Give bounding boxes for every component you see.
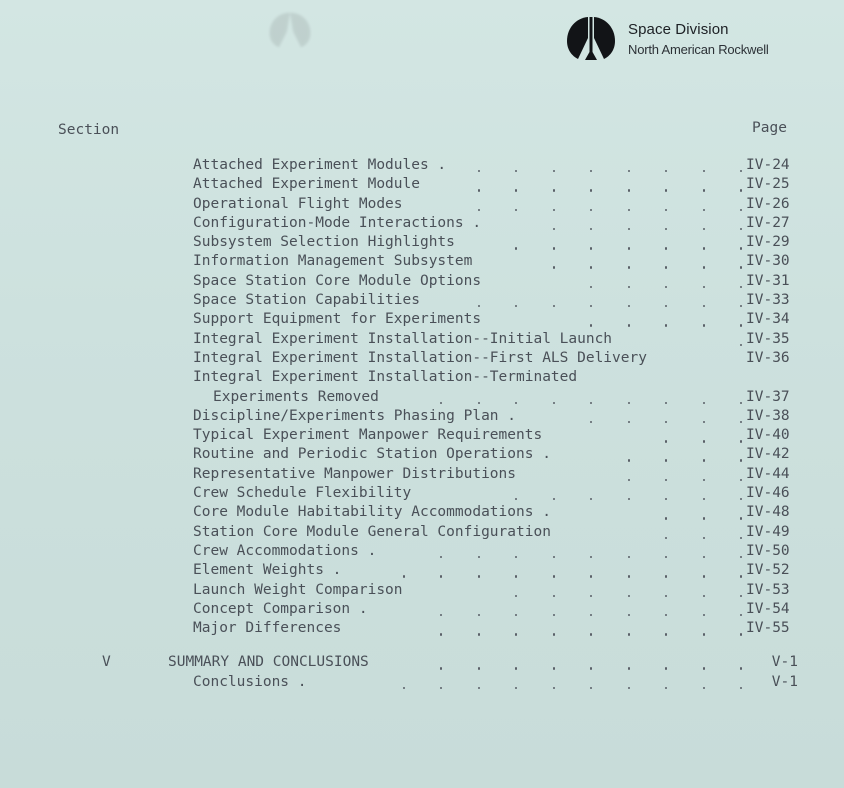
leader-dot — [553, 575, 555, 577]
leader-dots — [0, 195, 844, 214]
rockwell-logo-icon — [563, 14, 619, 62]
leader-dot — [515, 305, 517, 307]
leader-dot — [628, 286, 630, 288]
leader-dot — [590, 305, 592, 307]
leader-dot — [740, 595, 742, 597]
leader-dot — [703, 247, 705, 249]
toc-entry-title: Information Management Subsystem — [193, 253, 473, 270]
leader-dot — [740, 517, 742, 519]
brand-subtitle: North American Rockwell — [628, 42, 769, 57]
leader-dot — [665, 421, 667, 423]
leader-dot — [740, 209, 742, 211]
chapter-title: SUMMARY AND CONCLUSIONS — [168, 654, 369, 671]
toc-entry-page: V-1 — [771, 673, 798, 690]
leader-dot — [628, 595, 630, 597]
toc-entry-page: IV-29 — [746, 234, 790, 251]
leader-dot — [740, 687, 742, 689]
leader-dot — [590, 286, 592, 288]
leader-dot — [590, 170, 592, 172]
toc-entry-title: Integral Experiment Installation--Terminated — [193, 369, 578, 386]
leader-dot — [740, 344, 742, 346]
leader-dot — [665, 614, 667, 616]
toc-entry[interactable] — [0, 368, 844, 387]
leader-dot — [740, 402, 742, 404]
toc-entry[interactable] — [0, 291, 844, 310]
leader-dot — [665, 324, 667, 326]
leader-dot — [628, 305, 630, 307]
toc-entry[interactable] — [0, 445, 844, 464]
toc-entry-title: Conclusions . — [193, 673, 307, 690]
leader-dot — [740, 498, 742, 500]
toc-entry-page: IV-53 — [746, 581, 790, 598]
toc-entry-title: Crew Accommodations . — [193, 542, 377, 559]
leader-dot — [628, 228, 630, 230]
leader-dot — [515, 402, 517, 404]
leader-dot — [590, 687, 592, 689]
toc-entry-title: Experiments Removed — [213, 388, 379, 405]
leader-dots — [0, 291, 844, 310]
leader-dot — [553, 209, 555, 211]
leader-dots — [0, 175, 844, 194]
toc-entry-page: IV-46 — [746, 485, 790, 502]
leader-dot — [553, 228, 555, 230]
leader-dot — [665, 667, 667, 669]
leader-dot — [703, 498, 705, 500]
toc-entry-title: Attached Experiment Modules . — [193, 157, 447, 173]
toc-entry-title: Integral Experiment Installation--Initial Launch — [193, 330, 613, 347]
toc-entry-page: IV-26 — [746, 195, 790, 212]
leader-dot — [590, 247, 592, 249]
leader-dot — [553, 266, 555, 268]
leader-dot — [590, 556, 592, 558]
leader-dot — [703, 266, 705, 268]
leader-dots — [0, 388, 844, 407]
leader-dot — [553, 305, 555, 307]
leader-dot — [628, 266, 630, 268]
toc-entry[interactable] — [0, 523, 844, 542]
toc-entry-title: Configuration-Mode Interactions . — [193, 214, 482, 231]
leader-dot — [740, 556, 742, 558]
leader-dot — [703, 479, 705, 481]
leader-dot — [665, 209, 667, 211]
leader-dot — [703, 440, 705, 442]
leader-dot — [628, 479, 630, 481]
leader-dot — [740, 247, 742, 249]
leader-dot — [590, 228, 592, 230]
leader-dot — [665, 170, 667, 172]
toc-entry-page: IV-37 — [746, 388, 790, 405]
toc-entry-title: Operational Flight Modes — [193, 195, 403, 212]
leader-dot — [628, 209, 630, 211]
toc-entry[interactable] — [0, 673, 844, 692]
leader-dot — [628, 687, 630, 689]
toc-entry[interactable] — [0, 272, 844, 291]
leader-dot — [590, 633, 592, 635]
leader-dot — [515, 170, 517, 172]
toc-entry[interactable] — [0, 349, 844, 368]
leader-dots — [0, 252, 844, 271]
leader-dots — [0, 310, 844, 329]
section-gap — [0, 638, 844, 653]
leader-dot — [703, 228, 705, 230]
leader-dot — [703, 286, 705, 288]
leader-dot — [553, 687, 555, 689]
toc-entry-title: Element Weights . — [193, 562, 342, 579]
leader-dot — [703, 687, 705, 689]
leader-dot — [703, 209, 705, 211]
leader-dot — [440, 402, 442, 404]
leader-dot — [440, 687, 442, 689]
toc-entry-title: Typical Experiment Manpower Requirements — [193, 427, 543, 444]
leader-dot — [665, 228, 667, 230]
leader-dot — [515, 247, 517, 249]
leader-dot — [515, 575, 517, 577]
toc-entry[interactable] — [0, 214, 844, 233]
leader-dot — [740, 266, 742, 268]
leader-dot — [740, 421, 742, 423]
leader-dot — [478, 402, 480, 404]
leader-dot — [440, 556, 442, 558]
leader-dot — [665, 595, 667, 597]
leader-dot — [740, 305, 742, 307]
toc-entry-page: IV-35 — [746, 330, 790, 347]
leader-dot — [740, 324, 742, 326]
toc-entry[interactable] — [0, 619, 844, 638]
leader-dot — [740, 614, 742, 616]
toc-entry[interactable] — [0, 310, 844, 329]
leader-dots — [0, 330, 844, 349]
leader-dot — [515, 498, 517, 500]
toc-entry[interactable] — [0, 388, 844, 407]
leader-dot — [665, 633, 667, 635]
leader-dot — [665, 402, 667, 404]
leader-dot — [478, 170, 480, 172]
toc-entry[interactable] — [0, 156, 844, 175]
leader-dot — [703, 595, 705, 597]
leader-dot — [740, 286, 742, 288]
chapter-page: V-1 — [771, 654, 798, 671]
leader-dot — [628, 421, 630, 423]
leader-dot — [665, 537, 667, 539]
brand-title: Space Division — [628, 21, 729, 38]
leader-dot — [628, 189, 630, 191]
leader-dots — [0, 272, 844, 291]
leader-dots — [0, 523, 844, 542]
leader-dot — [628, 575, 630, 577]
toc-entry[interactable] — [0, 600, 844, 619]
leader-dots — [0, 156, 844, 175]
toc-entry-page: IV-48 — [746, 504, 790, 521]
leader-dot — [703, 170, 705, 172]
toc-entry-title: Launch Weight Comparison — [193, 581, 403, 598]
toc-entry[interactable] — [0, 407, 844, 426]
toc-entry-page: IV-44 — [746, 465, 790, 482]
toc-entry-page: IV-24 — [746, 157, 790, 173]
toc-entry-page: IV-33 — [746, 292, 790, 309]
toc-entry[interactable] — [0, 503, 844, 522]
toc-entry[interactable] — [0, 252, 844, 271]
leader-dot — [590, 595, 592, 597]
leader-dot — [515, 189, 517, 191]
leader-dot — [553, 667, 555, 669]
leader-dot — [515, 595, 517, 597]
leader-dot — [403, 687, 405, 689]
toc-entry-title: Space Station Capabilities — [193, 292, 420, 309]
toc-entry-title: Representative Manpower Distributions — [193, 465, 517, 482]
leader-dot — [703, 459, 705, 461]
toc-entry-page: IV-25 — [746, 176, 790, 193]
chapter-number: V — [102, 654, 111, 671]
leader-dot — [478, 575, 480, 577]
leader-dots — [0, 214, 844, 233]
toc-entry-title: Integral Experiment Installation--First ALS Delivery — [193, 349, 647, 366]
leader-dot — [703, 614, 705, 616]
leader-dot — [553, 498, 555, 500]
leader-dot — [740, 575, 742, 577]
leader-dot — [515, 633, 517, 635]
leader-dot — [665, 687, 667, 689]
toc-entry-title: Crew Schedule Flexibility — [193, 485, 412, 502]
leader-dot — [440, 614, 442, 616]
leader-dots — [0, 619, 844, 638]
leader-dots — [0, 407, 844, 426]
leader-dot — [703, 324, 705, 326]
toc-entry-title: Support Equipment for Experiments — [193, 311, 482, 328]
leader-dot — [703, 537, 705, 539]
toc-entry-title: Subsystem Selection Highlights — [193, 234, 455, 251]
leader-dots — [0, 484, 844, 503]
toc-entry-page: IV-36 — [746, 349, 790, 366]
leader-dot — [628, 170, 630, 172]
leader-dot — [478, 687, 480, 689]
leader-dot — [628, 667, 630, 669]
bleed-through-logo — [180, 8, 340, 48]
toc-entry-page: IV-34 — [746, 311, 790, 328]
toc-entry-page: IV-54 — [746, 600, 790, 617]
ghost-logo-icon — [268, 10, 312, 50]
leader-dot — [740, 479, 742, 481]
leader-dot — [665, 189, 667, 191]
leader-dot — [628, 498, 630, 500]
leader-dot — [628, 614, 630, 616]
toc-entry[interactable] — [0, 542, 844, 561]
toc-entry-title: Discipline/Experiments Phasing Plan . — [193, 407, 517, 424]
toc-entry-page: IV-50 — [746, 542, 790, 559]
leader-dot — [590, 667, 592, 669]
leader-dot — [515, 209, 517, 211]
leader-dot — [703, 305, 705, 307]
leader-dot — [628, 556, 630, 558]
leader-dot — [478, 189, 480, 191]
leader-dot — [703, 575, 705, 577]
toc-entry-page: IV-27 — [746, 214, 790, 231]
leader-dot — [740, 228, 742, 230]
leader-dots — [0, 542, 844, 561]
leader-dots — [0, 581, 844, 600]
leader-dot — [515, 556, 517, 558]
leader-dot — [665, 479, 667, 481]
leader-dot — [590, 575, 592, 577]
toc-entry-page: IV-55 — [746, 620, 790, 637]
toc-entry-title: Space Station Core Module Options — [193, 272, 482, 289]
leader-dot — [665, 517, 667, 519]
leader-dot — [553, 247, 555, 249]
leader-dots — [0, 561, 844, 580]
toc-entry[interactable] — [0, 175, 844, 194]
leader-dot — [553, 556, 555, 558]
leader-dot — [740, 189, 742, 191]
toc-entry-title: Attached Experiment Module — [193, 176, 420, 193]
leader-dot — [665, 498, 667, 500]
toc-entry-title: Core Module Habitability Accommodations . — [193, 504, 551, 521]
leader-dot — [740, 170, 742, 172]
leader-dot — [590, 266, 592, 268]
leader-dot — [703, 667, 705, 669]
leader-dots — [0, 233, 844, 252]
leader-dots — [0, 600, 844, 619]
leader-dot — [628, 247, 630, 249]
toc-entry[interactable] — [0, 561, 844, 580]
leader-dot — [740, 537, 742, 539]
leader-dot — [628, 633, 630, 635]
toc-entry[interactable] — [0, 233, 844, 252]
toc-entry-page: IV-52 — [746, 562, 790, 579]
leader-dot — [665, 305, 667, 307]
toc-entry[interactable] — [0, 426, 844, 445]
leader-dot — [478, 667, 480, 669]
leader-dot — [665, 286, 667, 288]
leader-dot — [478, 614, 480, 616]
toc-entry[interactable] — [0, 465, 844, 484]
toc-chapter[interactable] — [0, 653, 844, 672]
toc-entry-page: IV-38 — [746, 407, 790, 424]
leader-dots — [0, 503, 844, 522]
leader-dot — [553, 189, 555, 191]
leader-dot — [703, 517, 705, 519]
toc-entry-title: Concept Comparison . — [193, 600, 368, 617]
leader-dot — [440, 667, 442, 669]
leader-dot — [478, 209, 480, 211]
leader-dot — [553, 170, 555, 172]
leader-dot — [403, 575, 405, 577]
leader-dot — [515, 667, 517, 669]
page-column-header: Page — [752, 120, 787, 136]
leader-dot — [478, 633, 480, 635]
toc-entry[interactable] — [0, 330, 844, 349]
section-column-header: Section — [58, 122, 120, 138]
toc-entry-page: IV-42 — [746, 446, 790, 463]
leader-dot — [665, 556, 667, 558]
leader-dots — [0, 653, 844, 672]
toc-entry-page: IV-30 — [746, 253, 790, 270]
leader-dot — [665, 247, 667, 249]
leader-dots — [0, 673, 844, 692]
leader-dot — [703, 421, 705, 423]
leader-dots — [0, 426, 844, 445]
leader-dot — [440, 575, 442, 577]
leader-dot — [553, 402, 555, 404]
toc-entry[interactable] — [0, 195, 844, 214]
leader-dot — [740, 440, 742, 442]
leader-dot — [478, 556, 480, 558]
leader-dot — [703, 402, 705, 404]
leader-dot — [553, 614, 555, 616]
leader-dot — [628, 459, 630, 461]
leader-dot — [553, 595, 555, 597]
leader-dot — [740, 667, 742, 669]
leader-dot — [703, 189, 705, 191]
leader-dot — [590, 421, 592, 423]
toc-entry-page: IV-40 — [746, 427, 790, 444]
leader-dot — [665, 459, 667, 461]
leader-dot — [590, 209, 592, 211]
leader-dot — [628, 402, 630, 404]
toc-entry[interactable] — [0, 484, 844, 503]
toc-entry-page: IV-31 — [746, 272, 790, 289]
toc-entry-title: Routine and Periodic Station Operations . — [193, 446, 551, 463]
leader-dot — [440, 633, 442, 635]
leader-dot — [515, 687, 517, 689]
leader-dot — [590, 614, 592, 616]
leader-dot — [703, 633, 705, 635]
table-of-contents — [0, 156, 844, 692]
leader-dot — [665, 575, 667, 577]
leader-dot — [515, 614, 517, 616]
leader-dot — [628, 324, 630, 326]
leader-dot — [590, 189, 592, 191]
leader-dot — [590, 498, 592, 500]
leader-dot — [740, 459, 742, 461]
leader-dot — [665, 266, 667, 268]
leader-dot — [590, 402, 592, 404]
leader-dot — [553, 633, 555, 635]
toc-entry-title: Station Core Module General Configuration — [193, 523, 551, 540]
leader-dot — [590, 324, 592, 326]
leader-dot — [478, 305, 480, 307]
leader-dots — [0, 465, 844, 484]
leader-dot — [665, 440, 667, 442]
toc-entry-page: IV-49 — [746, 523, 790, 540]
leader-dot — [740, 633, 742, 635]
toc-entry[interactable] — [0, 581, 844, 600]
toc-entry-title: Major Differences — [193, 620, 342, 637]
leader-dot — [703, 556, 705, 558]
leader-dots — [0, 445, 844, 464]
